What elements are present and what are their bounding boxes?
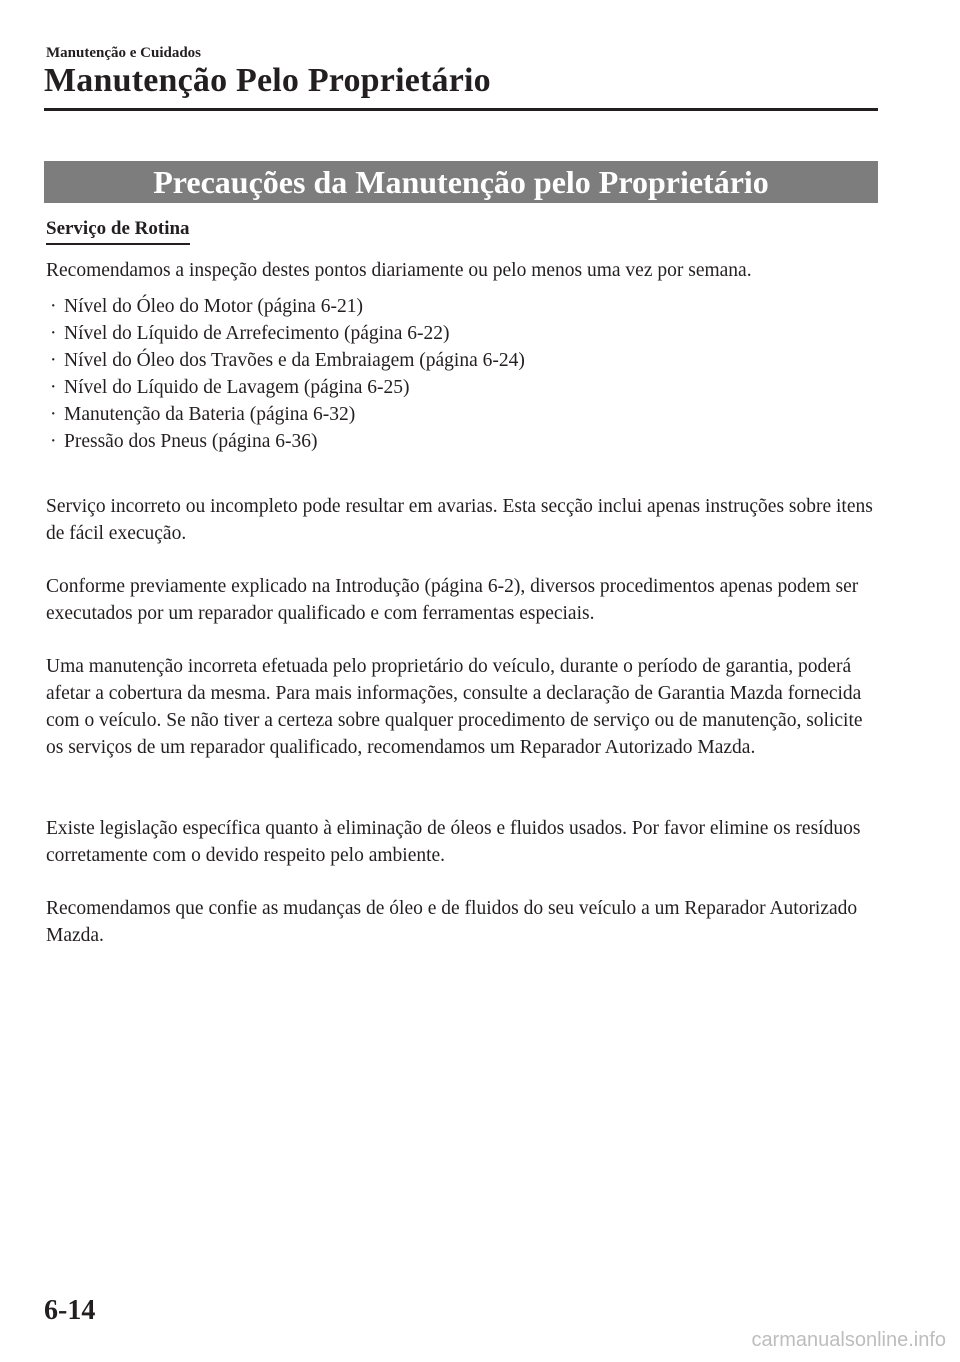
paragraph-warranty: Uma manutenção incorreta efetuada pelo proprietário do veículo, durante o período de garantia, poderá afetar a cobertura da mesma. Para mais informações, consulte a declaração de Garantia Mazda fornecida com o veículo. Se não tiver a certeza sobre qualquer procedimento de serviço ou de manutenção, solicite os serviços de um reparador qualificado, recomendamos um Reparador Autorizado Mazda. — [46, 656, 863, 758]
list-item — [50, 293, 525, 320]
list-item-text: Nível do Líquido de Lavagem (página 6-25) — [64, 377, 410, 398]
bullet-icon: · — [50, 296, 57, 317]
page-number: 6-14 — [44, 1295, 96, 1326]
list-item — [50, 401, 525, 428]
list-item — [50, 374, 525, 401]
list-item — [50, 320, 525, 347]
list-item-text: Nível do Líquido de Arrefecimento (página 6-22) — [64, 323, 450, 344]
paragraph-disposal: Existe legislação específica quanto à eliminação de óleos e fluidos usados. Por favor elimine os resíduos corretamente com o devido respeito pelo ambiente. — [46, 818, 861, 866]
bullet-icon: · — [50, 377, 57, 398]
watermark: carmanualsonline.info — [751, 1329, 946, 1351]
list-item — [50, 347, 525, 374]
list-item — [50, 428, 525, 455]
paragraph-incorrect-service: Serviço incorreto ou incompleto pode resultar em avarias. Esta secção inclui apenas instruções sobre itens de fácil execução. — [46, 496, 873, 544]
list-item-text: Manutenção da Bateria (página 6-32) — [64, 404, 356, 425]
list-item-text: Pressão dos Pneus (página 6-36) — [64, 431, 318, 452]
intro-paragraph: Recomendamos a inspeção destes pontos diariamente ou pelo menos uma vez por semana. — [46, 260, 752, 281]
bullet-icon: · — [50, 350, 57, 371]
list-item-text: Nível do Óleo dos Travões e da Embraiagem (página 6-24) — [64, 350, 525, 371]
title-rule — [44, 108, 878, 111]
bullet-icon: · — [50, 404, 57, 425]
section-title: Precauções da Manutenção pelo Proprietário — [44, 161, 878, 203]
subheading-routine-service: Serviço de Rotina — [46, 217, 190, 245]
running-head: Manutenção e Cuidados — [46, 45, 202, 61]
paragraph-qualified-repairer: Conforme previamente explicado na Introdução (página 6-2), diversos procedimentos apenas podem ser executados por um reparador qualificado e com ferramentas especiais. — [46, 576, 859, 624]
paragraph-recommendation: Recomendamos que confie as mudanças de óleo e de fluidos do seu veículo a um Reparador Autorizado Mazda. — [46, 898, 858, 946]
chapter-title: Manutenção Pelo Proprietário — [44, 62, 491, 99]
bullet-icon: · — [50, 431, 57, 452]
bullet-icon: · — [50, 323, 57, 344]
inspection-checklist — [50, 293, 525, 455]
list-item-text: Nível do Óleo do Motor (página 6-21) — [64, 296, 363, 317]
